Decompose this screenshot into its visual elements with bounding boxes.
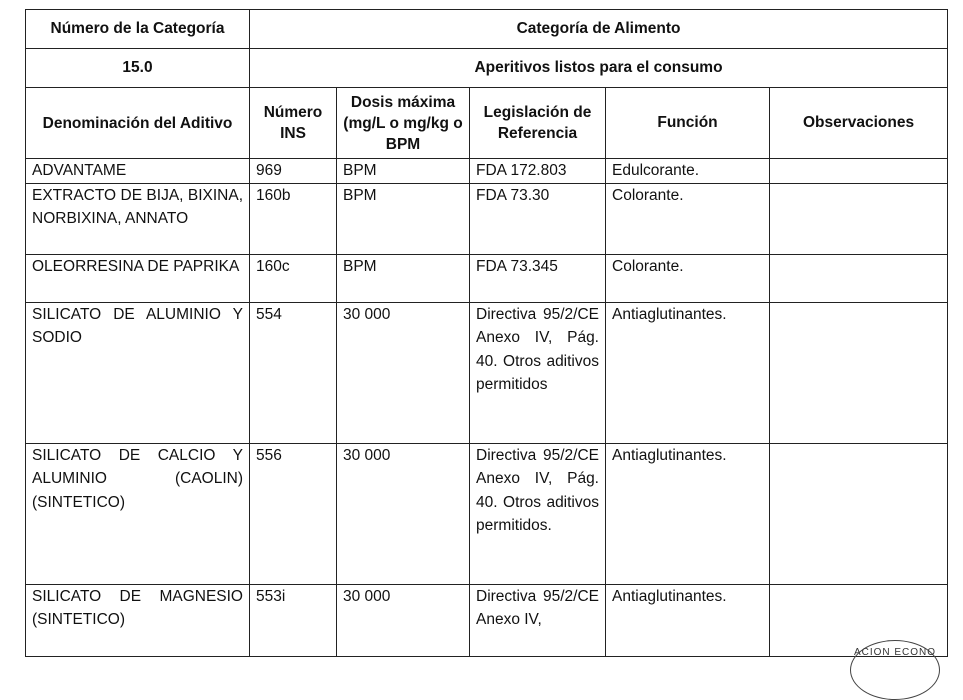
cell-observations [770, 183, 948, 254]
cell-ins: 556 [250, 443, 337, 584]
cell-additive: ADVANTAME [26, 159, 250, 184]
category-number: 15.0 [26, 49, 250, 88]
table-row [26, 254, 948, 302]
cell-dose: BPM [337, 183, 470, 254]
cell-observations [770, 159, 948, 184]
table-row [26, 302, 948, 443]
column-header-ins: Número INS [250, 88, 337, 159]
column-header-max-dose: Dosis máxima (mg/L o mg/kg o BPM [337, 88, 470, 159]
cell-additive: EXTRACTO DE BIJA, BIXINA, NORBIXINA, ANNATO [26, 183, 250, 254]
food-category-label: Categoría de Alimento [250, 10, 948, 49]
cell-ins: 160b [250, 183, 337, 254]
cell-dose: BPM [337, 254, 470, 302]
cell-additive: SILICATO DE ALUMINIO Y SODIO [26, 302, 250, 443]
cell-dose: 30 000 [337, 443, 470, 584]
cell-additive: OLEORRESINA DE PAPRIKA [26, 254, 250, 302]
cell-function: Antiaglutinantes. [606, 584, 770, 656]
cell-function: Colorante. [606, 183, 770, 254]
cell-additive: SILICATO DE CALCIO Y ALUMINIO (CAOLIN) (SINTETICO) [26, 443, 250, 584]
cell-observations [770, 443, 948, 584]
table-row [26, 183, 948, 254]
cell-observations [770, 302, 948, 443]
cell-ins: 160c [250, 254, 337, 302]
table-row [26, 443, 948, 584]
column-header-observations: Observaciones [770, 88, 948, 159]
cell-legislation: FDA 172.803 [470, 159, 606, 184]
cell-function: Colorante. [606, 254, 770, 302]
cell-legislation: FDA 73.30 [470, 183, 606, 254]
column-header-additive: Denominación del Aditivo [26, 88, 250, 159]
cell-ins: 969 [250, 159, 337, 184]
column-header-legislation: Legislación de Referencia [470, 88, 606, 159]
cell-observations [770, 254, 948, 302]
additives-table [25, 9, 948, 657]
table-row [26, 584, 948, 656]
cell-function: Antiaglutinantes. [606, 302, 770, 443]
cell-dose: 30 000 [337, 302, 470, 443]
cell-ins: 554 [250, 302, 337, 443]
category-number-label: Número de la Categoría [26, 10, 250, 49]
cell-additive: SILICATO DE MAGNESIO (SINTETICO) [26, 584, 250, 656]
table-row [26, 159, 948, 184]
official-stamp: ACION ECONO [850, 640, 940, 700]
cell-legislation: Directiva 95/2/CE Anexo IV, Pág. 40. Otros aditivos permitidos. [470, 443, 606, 584]
cell-dose: 30 000 [337, 584, 470, 656]
cell-function: Edulcorante. [606, 159, 770, 184]
cell-function: Antiaglutinantes. [606, 443, 770, 584]
cell-legislation: FDA 73.345 [470, 254, 606, 302]
column-header-function: Función [606, 88, 770, 159]
cell-ins: 553i [250, 584, 337, 656]
cell-legislation: Directiva 95/2/CE Anexo IV, [470, 584, 606, 656]
category-name: Aperitivos listos para el consumo [250, 49, 948, 88]
cell-dose: BPM [337, 159, 470, 184]
cell-legislation: Directiva 95/2/CE Anexo IV, Pág. 40. Otros aditivos permitidos [470, 302, 606, 443]
